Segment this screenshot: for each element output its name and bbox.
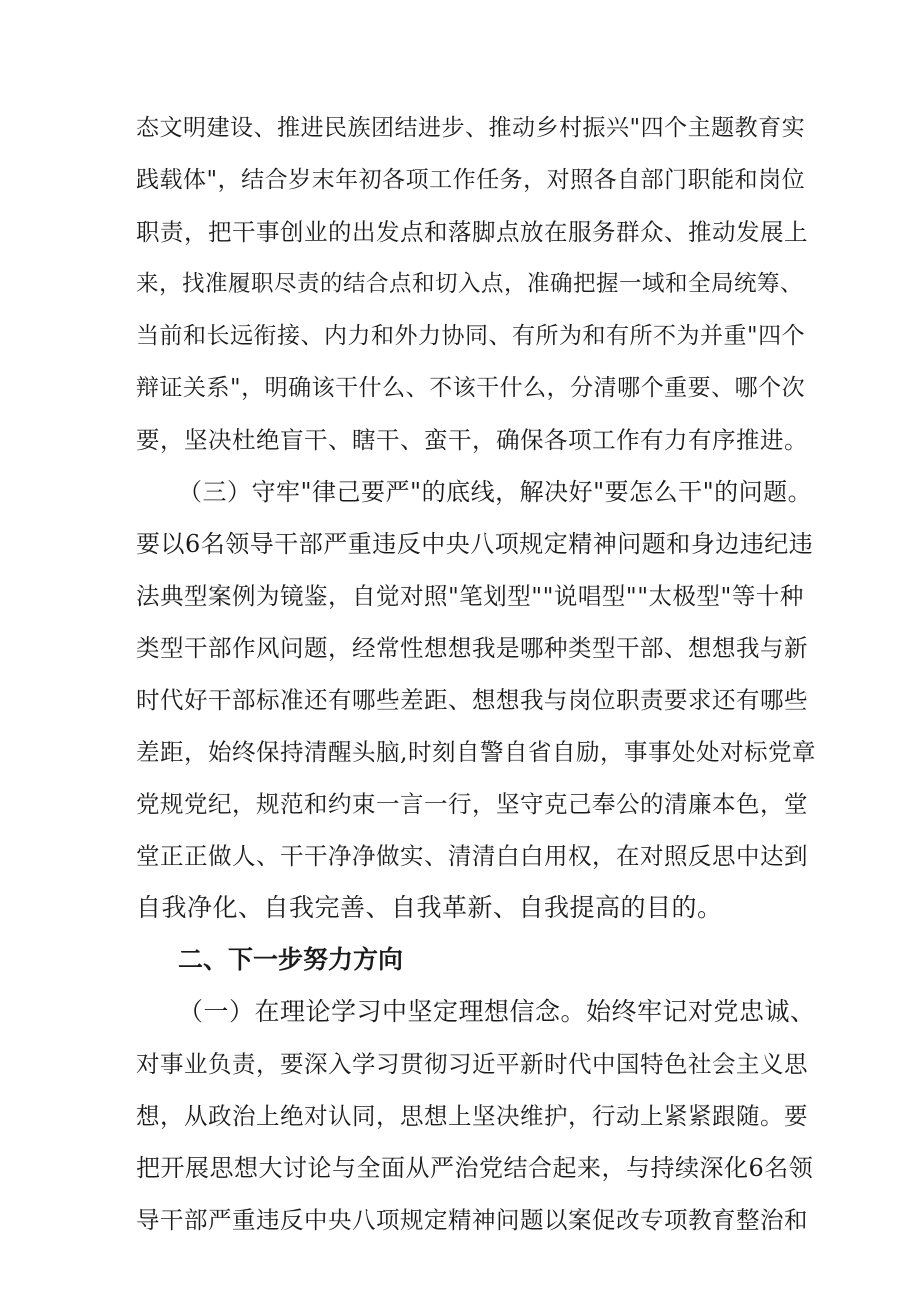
text-line: 时代好干部标准还有哪些差距、想想我与岗位职责要求还有哪些 (136, 686, 808, 714)
text-line: 要以6名领导干部严重违反中央八项规定精神问题和身边违纪违 (136, 530, 814, 558)
text-line: 践载体"，结合岁末年初各项工作任务，对照各自部门职能和岗位 (136, 167, 806, 193)
section-heading: 二、下一步努力方向 (178, 945, 404, 974)
text-line: 职责，把干事创业的出发点和落脚点放在服务群众、推动发展上 (136, 218, 808, 246)
text-line: 堂正正做人、干干净净做实、清清白白用权，在对照反思中达到 (136, 842, 808, 870)
text-line: 把开展思想大讨论与全面从严治党结合起来，与持续深化6名领 (136, 1154, 814, 1182)
paragraph-first-line: （三）守牢"律己要严"的底线，解决好"要怎么干"的问题。 (178, 478, 813, 506)
text-line: 对事业负责，要深入学习贯彻习近平新时代中国特色社会主义思 (136, 1050, 808, 1078)
text-line: 法典型案例为镜鉴，自觉对照"笔划型""说唱型""太极型"等十种 (136, 582, 804, 610)
text-line: 当前和长远衔接、内力和外力协同、有所为和有所不为并重"四个 (136, 323, 806, 349)
text-line: 要，坚决杜绝盲干、瞎干、蛮干，确保各项工作有力有序推进。 (136, 426, 808, 454)
paragraph-first-line: （一）在理论学习中坚定理想信念。始终牢记对党忠诚、 (178, 997, 816, 1026)
text-line: 导干部严重违反中央八项规定精神问题以案促改专项教育整治和 (136, 1206, 808, 1234)
text-line: 辩证关系"，明确该干什么、不该干什么，分清哪个重要、哪个次 (136, 375, 806, 401)
text-line: 自我净化、自我完善、自我革新、自我提高的目的。 (136, 893, 723, 922)
text-line: 来，找准履职尽责的结合点和切入点，准确把握一域和全局统筹、 (136, 271, 804, 297)
text-line: 党规党纪，规范和约束一言一行，坚守克己奉公的清廉本色，堂 (136, 790, 808, 818)
text-line: 类型干部作风问题，经常性想想我是哪种类型干部、想想我与新 (136, 634, 808, 662)
text-line: 想，从政治上绝对认同，思想上坚决维护，行动上紧紧跟随。要 (136, 1102, 808, 1130)
text-line: 差距，始终保持清醒头脑,时刻自警自省自励，事事处处对标党章 (136, 738, 816, 766)
text-line: 态文明建设、推进民族团结进步、推动乡村振兴"四个主题教育实 (136, 115, 806, 141)
